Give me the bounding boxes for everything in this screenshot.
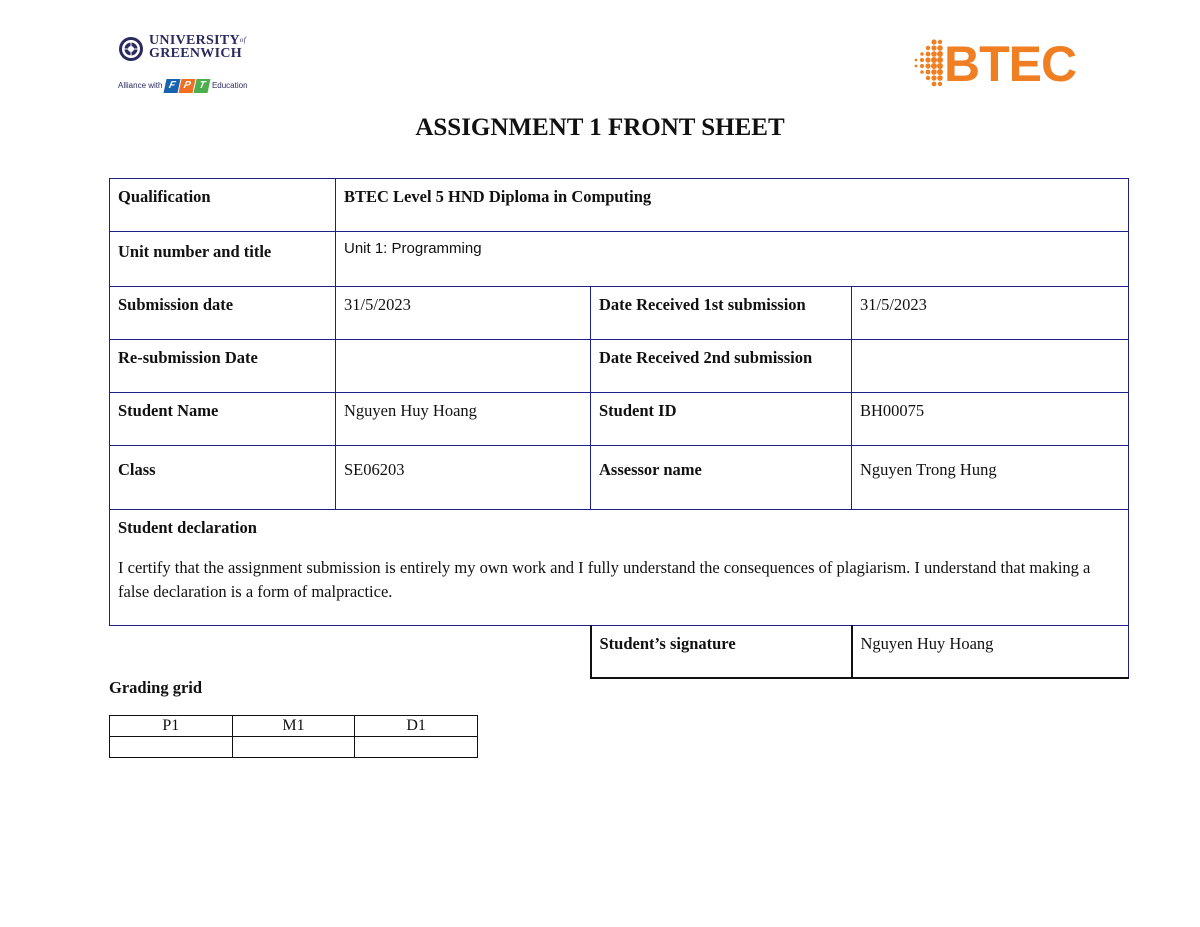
- grade-header-p1: P1: [110, 716, 233, 737]
- front-sheet-table: [109, 178, 1129, 679]
- greenwich-seal-icon: [118, 36, 144, 62]
- class-value: SE06203: [336, 446, 591, 510]
- grading-grid-label: Grading grid: [109, 678, 203, 697]
- unit-value: Unit 1: Programming: [336, 232, 1129, 287]
- assessor-value: Nguyen Trong Hung: [852, 446, 1129, 510]
- signature-row: [110, 626, 1129, 678]
- date-received-1st-value: 31/5/2023: [852, 287, 1129, 340]
- class-row: [110, 446, 1129, 510]
- date-received-1st-label: Date Received 1st submission: [591, 287, 852, 340]
- grade-value-m1: [232, 737, 355, 758]
- student-name-value: Nguyen Huy Hoang: [336, 393, 591, 446]
- submission-date-value: 31/5/2023: [336, 287, 591, 340]
- resubmission-date-value: [336, 340, 591, 393]
- qualification-label: Qualification: [110, 179, 336, 232]
- date-received-2nd-value: [852, 340, 1129, 393]
- signature-spacer: [110, 626, 591, 678]
- greenwich-wordmark: $UNIVERSITY^{of}$ GREENWICH: [149, 33, 246, 61]
- btec-logo: [906, 34, 1096, 94]
- fpt-alliance-line: Alliance with F P T Education: [118, 80, 248, 91]
- student-name-label: Student Name: [110, 393, 336, 446]
- declaration-row: [110, 510, 1129, 626]
- grading-header-row: [110, 716, 478, 737]
- signature-value: Nguyen Huy Hoang: [852, 626, 1129, 678]
- date-received-2nd-label: Date Received 2nd submission: [591, 340, 852, 393]
- grade-value-p1: [110, 737, 233, 758]
- class-label: Class: [110, 446, 336, 510]
- unit-row: [110, 232, 1129, 287]
- submission-row: [110, 287, 1129, 340]
- grade-value-d1: [355, 737, 478, 758]
- submission-date-label: Submission date: [110, 287, 336, 340]
- assessor-label: Assessor name: [591, 446, 852, 510]
- student-name-row: [110, 393, 1129, 446]
- declaration-text: I certify that the assignment submission is entirely my own work and I fully understand the consequences of plagiarism. I understand that making a false declaration is a form of malpractice.: [118, 558, 1091, 601]
- grading-grid: [109, 715, 478, 758]
- grading-value-row: [110, 737, 478, 758]
- student-id-value: BH00075: [852, 393, 1129, 446]
- btec-wordmark: BTEC: [944, 36, 1077, 92]
- grade-header-m1: M1: [232, 716, 355, 737]
- university-of-greenwich-logo: [118, 34, 248, 94]
- student-id-label: Student ID: [591, 393, 852, 446]
- student-declaration: [110, 510, 1129, 626]
- resubmission-row: [110, 340, 1129, 393]
- qualification-value: BTEC Level 5 HND Diploma in Computing: [336, 179, 1129, 232]
- unit-label: Unit number and title: [110, 232, 336, 287]
- signature-label: Student’s signature: [591, 626, 852, 678]
- resubmission-date-label: Re-submission Date: [110, 340, 336, 393]
- grade-header-d1: D1: [355, 716, 478, 737]
- qualification-row: [110, 179, 1129, 232]
- declaration-heading: Student declaration: [118, 518, 257, 537]
- page-title: ASSIGNMENT 1 FRONT SHEET: [415, 114, 785, 141]
- btec-dots-icon: [906, 38, 946, 94]
